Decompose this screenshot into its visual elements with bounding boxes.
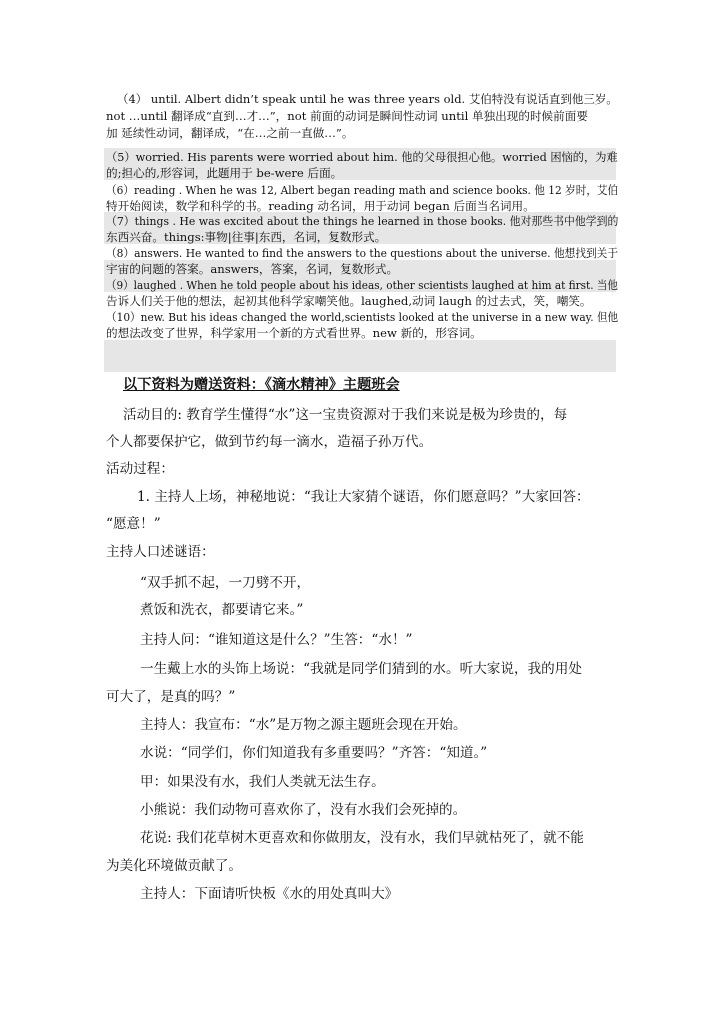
note-line: （4） until. Albert didn’t speak until he was three years old. 艾伯特没有说话直到他三岁。 xyxy=(117,92,618,106)
body-line: 主持人问：“谁知道这是什么？”生答：“水！” xyxy=(140,632,413,648)
body-line: “双手抓不起，一刀劈不开， xyxy=(140,575,311,591)
body-line: “愿意！” xyxy=(106,516,161,532)
body-line: 小熊说：我们动物可喜欢你了，没有水我们会死掉的。 xyxy=(140,802,467,818)
note-line: 的;担心的,形容词，此题用于 be-were 后面。 xyxy=(106,166,343,180)
body-line: 煮饭和洗衣，都要请它来。” xyxy=(140,602,304,618)
section-heading: 以下资料为赠送资料：《滴水精神》主题班会 xyxy=(123,377,400,393)
body-line: 主持人：下面请听快板《水的用处真叫大》 xyxy=(140,886,399,902)
body-line: 水说：“同学们，你们知道我有多重要吗？”齐答：“知道。” xyxy=(140,745,488,761)
note-line: 东西兴奋。things:事物|往事|东西，名词，复数形式。 xyxy=(106,230,387,244)
note-line: （5）worried. His parents were worried about him. 他的父母很担心他。worried 困恼的，为难 xyxy=(106,150,618,164)
note-line: （10）new. But his ideas changed the world,scientists looked at the universe in a new way. 但他 xyxy=(106,310,619,324)
body-line: 主持人口述谜语： xyxy=(106,544,215,560)
note-line: 特开始阅读，数学和科学的书。reading 动名词，用于动词 began 后面当名词用。 xyxy=(106,199,535,213)
note-line: （8）answers. He wanted to find the answers to the questions about the universe. 他想找到关于 xyxy=(106,246,619,260)
body-line: 1. 主持人上场，神秘地说：“我让大家猜个谜语，你们愿意吗？”大家回答： xyxy=(137,489,590,505)
shaded-band xyxy=(104,340,616,372)
body-line: 花说: 我们花草树木更喜欢和你做朋友，没有水，我们早就枯死了，就不能 xyxy=(140,830,584,846)
note-line: not …until 翻译成“直到…才…”，not 前面的动词是瞬间性动词 until 单独出现的时候前面要 xyxy=(106,109,588,123)
note-line: 的想法改变了世界，科学家用一个新的方式看世界。new 新的，形容词。 xyxy=(106,326,482,340)
body-line: 可大了，是真的吗？” xyxy=(106,689,236,705)
body-line: 个人都要保护它，做到节约每一滴水，造福子孙万代。 xyxy=(106,434,433,450)
body-line: 活动目的: 教育学生懂得“水”这一宝贵资源对于我们来说是极为珍贵的，每 xyxy=(123,407,568,423)
body-line: 活动过程： xyxy=(106,461,174,477)
body-line: 一生戴上水的头饰上场说：“我就是同学们猜到的水。听大家说，我的用处 xyxy=(140,661,582,677)
note-line: （9）laughed . When he told people about his ideas, other scientists laughed at him at first. 当他 xyxy=(106,278,618,292)
note-line: （6）reading . When he was 12, Albert began reading math and science books. 他 12 岁时，艾伯 xyxy=(106,183,619,197)
note-line: 加 延续性动词，翻译成，“在…之前一直做…”。 xyxy=(106,126,354,140)
body-line: 主持人：我宣布：“水”是万物之源主题班会现在开始。 xyxy=(140,717,467,733)
body-line: 甲：如果没有水，我们人类就无法生存。 xyxy=(140,774,385,790)
body-line: 为美化环境做贡献了。 xyxy=(106,858,242,874)
note-line: 宇宙的问题的答案。answers，答案，名词，复数形式。 xyxy=(106,262,399,276)
note-line: 告诉人们关于他的想法，起初其他科学家嘲笑他。laughed,动词 laugh 的过去式，笑，嘲笑。 xyxy=(106,294,592,308)
note-line: （7）things . He was excited about the things he learned in those books. 他对那些书中他学到的 xyxy=(106,214,619,228)
